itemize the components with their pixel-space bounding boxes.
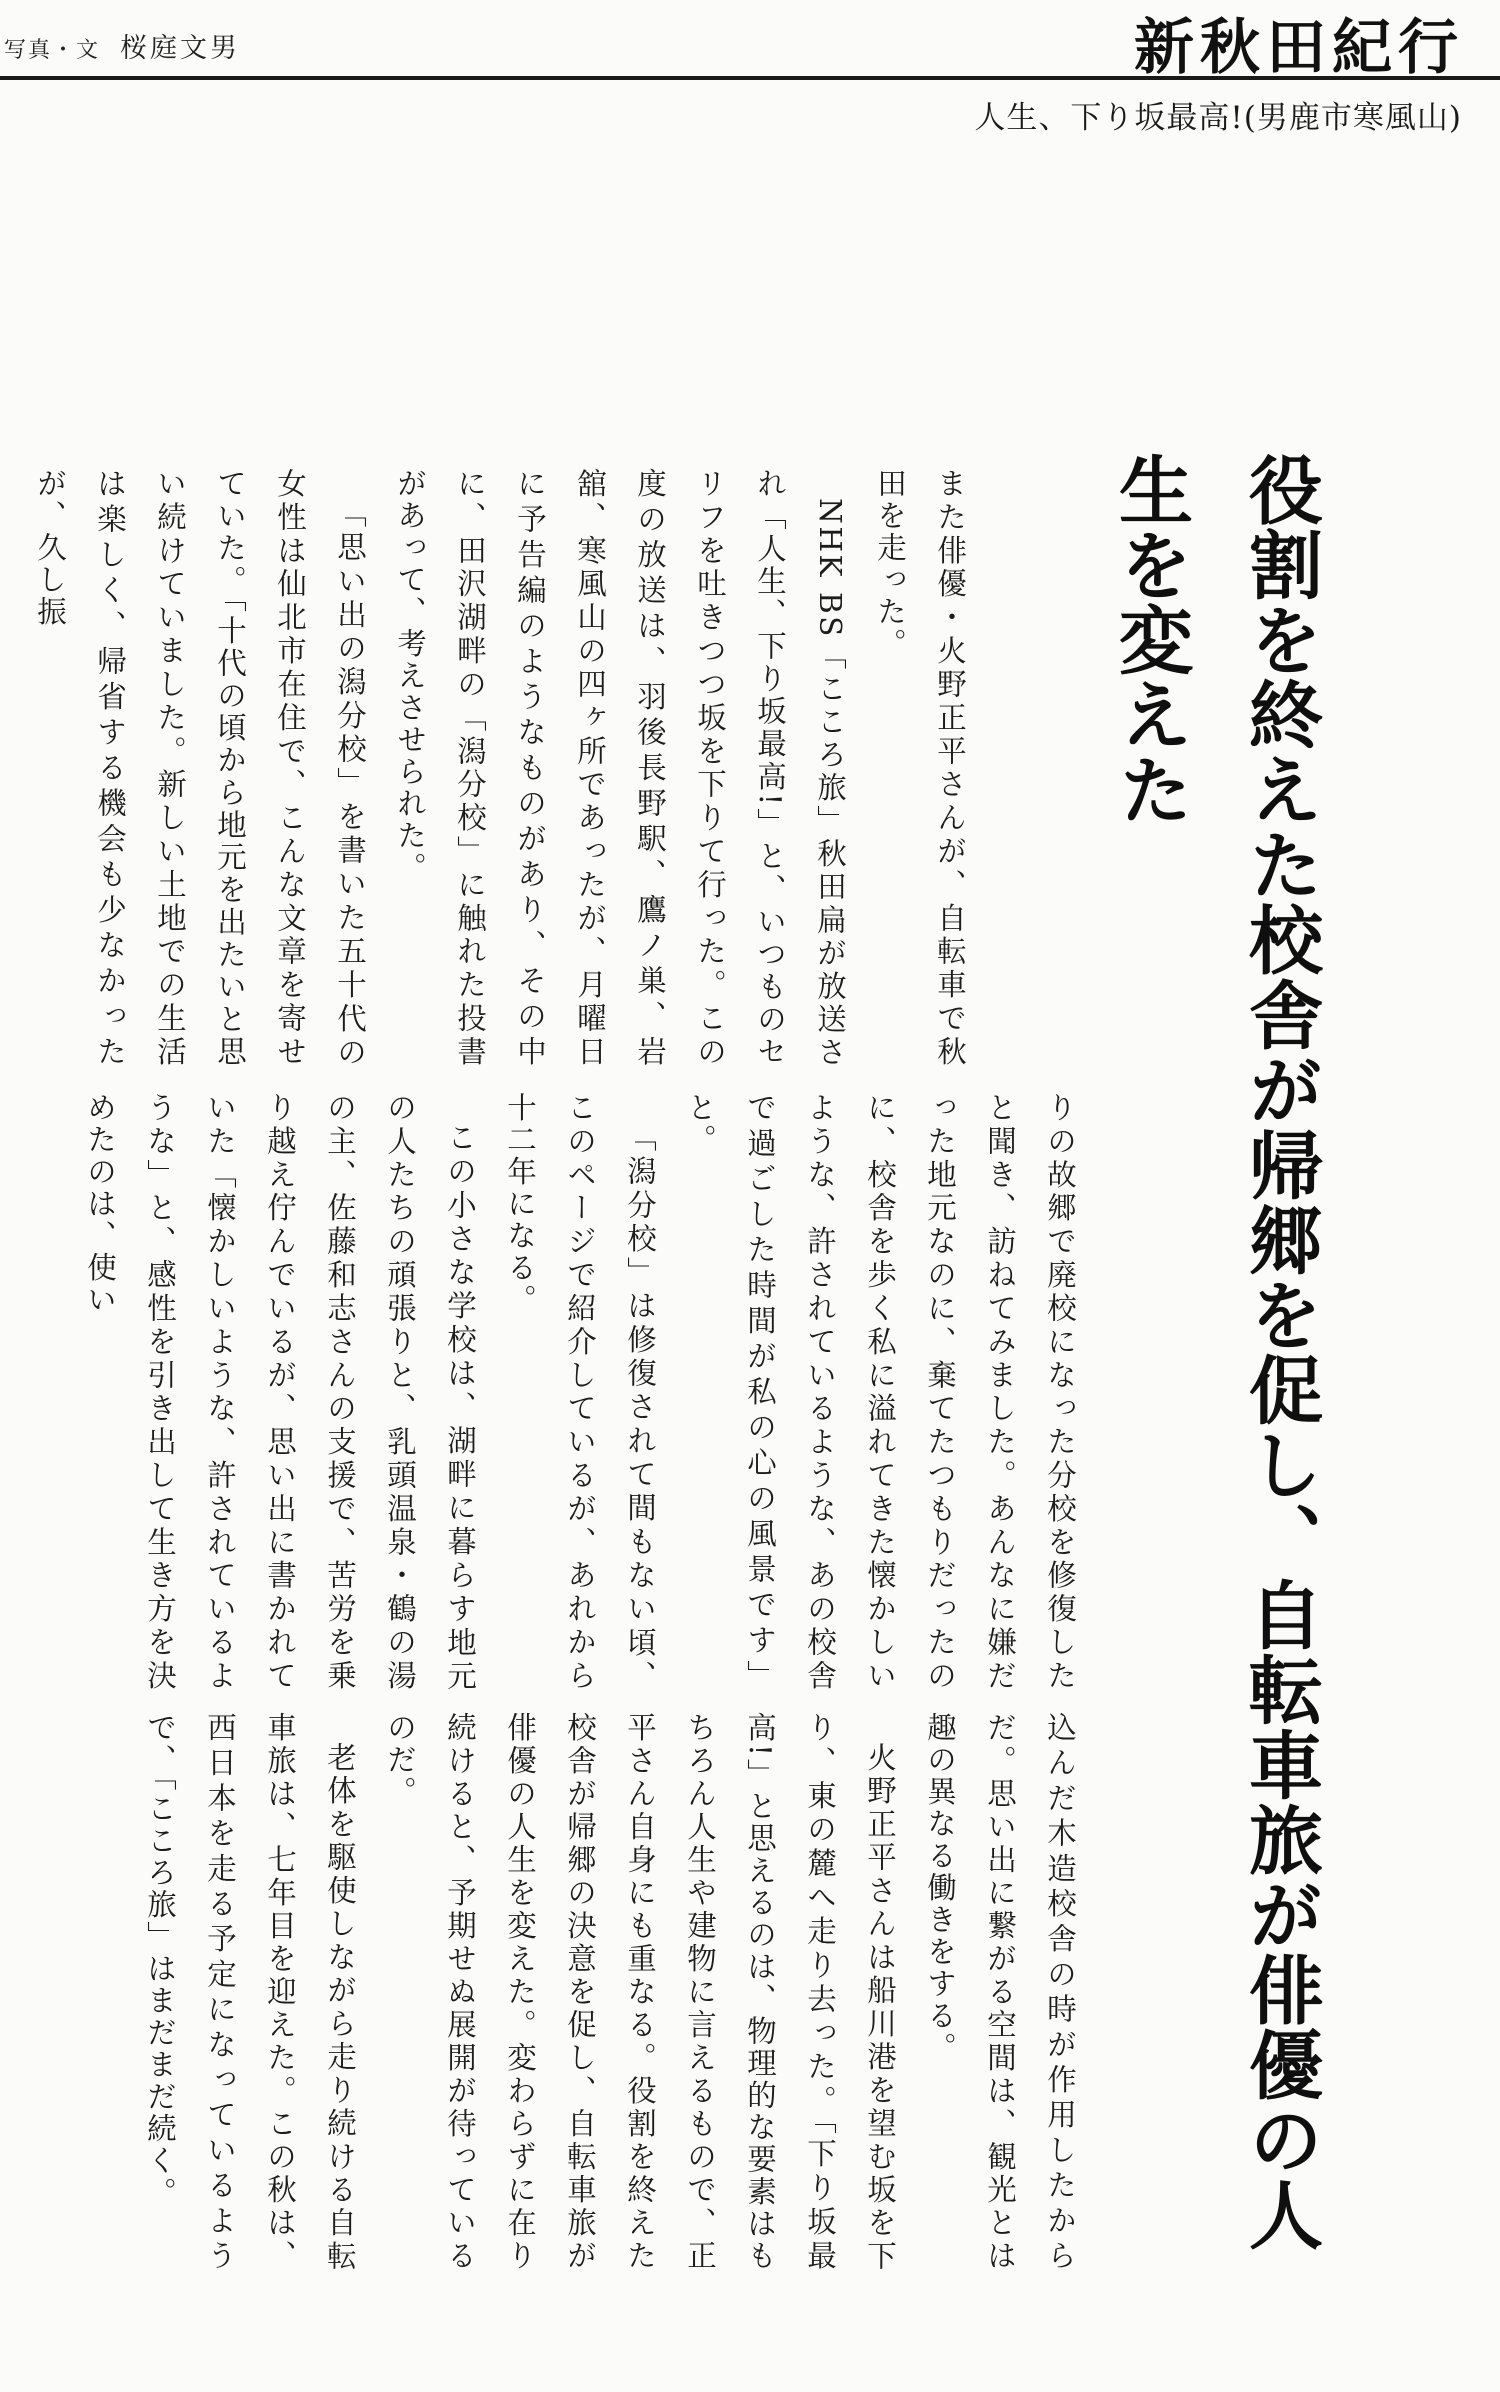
- article-body-middle: [83, 1092, 1090, 1692]
- article-paragraph: 老体を駆使しながら走り続ける自転車旅は、七年目を迎えた。この秋は、西日本を走る予定になっているようで、「こころ旅」はまだまだ続く。: [143, 1712, 357, 2273]
- byline: [4, 26, 240, 65]
- article-paragraph: 込んだ木造校舎の時が作用したからだ。思い出に繋がる空間は、観光とは趣の異なる働きをする。: [923, 1712, 1077, 2272]
- article-paragraph: りの故郷で廃校になった分校を修復したと聞き、訪ねてみました。あんなに嫌だった地元なのに、棄てたつもりだったのに、校舎を歩く私に溢れてきた懐かしいような、許されているような、あの校舎で過ごした時間が私の心の風景です」と。: [683, 1092, 1077, 1692]
- article-body-lower: [143, 1712, 1090, 2273]
- article-paragraph: NHK BS「こころ旅」秋田扁が放送され「人生、下り坂最高!」と、いつものセリフを吐きつつ坂を下りて行った。この度の放送は、羽後長野駅、鷹ノ巣、岩舘、寒風山の四ヶ所であったが、月曜日に予告編のようなものがあり、その中に、田沢湖畔の「潟分校」に触れた投書があって、考えさせられた。: [393, 468, 847, 1068]
- article-paragraph: 「思い出の潟分校」を書いた五十代の女性は仙北市在住で、こんな文章を寄せていた。「十代の頃から地元を出たいと思い続けていました。新しい土地での生活は楽しく、帰省する機会も少なかったが、久し振: [33, 468, 367, 1068]
- article-paragraph: この小さな学校は、湖畔に暮らす地元の人たちの頑張りと、乳頭温泉・鶴の湯の主、佐藤和志さんの支援で、苦労を乗り越え佇んでいるが、思い出に書かれていた「懐かしいような、許されているような」と、感性を引き出して生き方を決めたのは、使い: [83, 1092, 477, 1692]
- article-headline: 役割を終えた校舎が帰郷を促し、自転車旅が俳優の人生を変えた: [1107, 452, 1323, 2252]
- article-paragraph: また俳優・火野正平さんが、自転車で秋田を走った。: [873, 468, 967, 1068]
- article-body-upper: [33, 468, 980, 1068]
- article-paragraph: 火野正平さんは船川港を望む坂を下り、東の麓へ走り去った。「下り坂最高!」と思えるのは、物理的な要素はもちろん人生や建物に言えるもので、正平さん自身にも重なる。役割を終えた校舎が帰郷の決意を促し、自転車旅が俳優の人生を変えた。変わらずに在り続けると、予期せぬ展開が待っているのだ。: [383, 1712, 897, 2272]
- article-subtitle: 人生、下り坂最高!(男鹿市寒風山): [974, 100, 1462, 136]
- byline-author: 桜庭文男: [120, 33, 241, 64]
- article-paragraph: 「潟分校」は修復されて間もない頃、このページで紹介しているが、あれから十二年になる。: [503, 1092, 657, 1692]
- byline-role: 写真・文: [4, 38, 101, 63]
- series-title: 新秋田紀行: [1134, 13, 1464, 83]
- header-divider: [0, 76, 1500, 80]
